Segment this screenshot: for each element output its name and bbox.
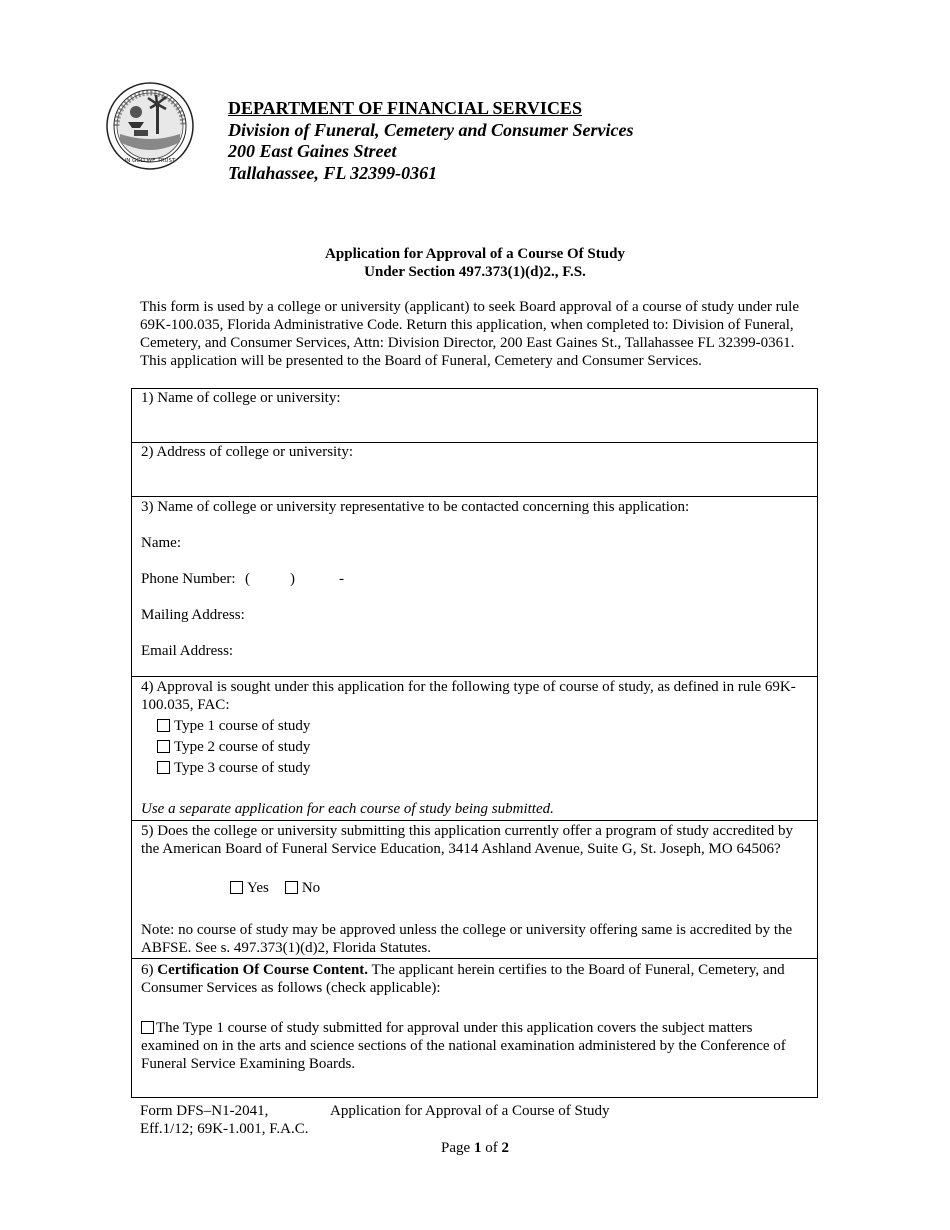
phone-close-paren: ) bbox=[290, 571, 295, 587]
q4-note: Use a separate application for each course of study being submitted. bbox=[141, 801, 554, 817]
q4-section bbox=[131, 676, 818, 820]
intro-paragraph: This form is used by a college or university (applicant) to seek Board approval of a course of study under rule 69K-100.035, Florida Administrative Code. Return this application, when completed to: Division of Funeral, Cemetery, and Consumer Services, Attn: Division Director, 200 East Gaines St., Tallahassee FL 32399-0361. This application will be presented to the Board of Funeral, Cemetery and Consumer Services. bbox=[140, 299, 799, 369]
rep-email-label: Email Address: bbox=[141, 643, 234, 659]
form-title-line2: Under Section 497.373(1)(d)2., F.S. bbox=[364, 263, 586, 280]
college-name-field[interactable] bbox=[141, 409, 811, 439]
type2-checkbox[interactable] bbox=[157, 740, 170, 753]
q2-section bbox=[131, 442, 818, 496]
q5-section bbox=[131, 820, 818, 958]
rep-mailing-field[interactable] bbox=[141, 606, 811, 624]
type1-label: Type 1 course of study bbox=[174, 718, 311, 734]
svg-text:IN GOD WE TRUST: IN GOD WE TRUST bbox=[124, 158, 176, 164]
page-word: Page bbox=[441, 1140, 471, 1156]
footer-title: Application for Approval of a Course of Study bbox=[330, 1103, 610, 1119]
q3-label: 3) Name of college or university representative to be contacted concerning this application: bbox=[141, 499, 690, 515]
form-title bbox=[0, 246, 950, 281]
form-number: Form DFS–N1-2041, bbox=[140, 1103, 269, 1119]
no-label: No bbox=[301, 880, 321, 896]
form-title-line1: Application for Approval of a Course Of Study bbox=[325, 246, 625, 262]
rep-phone-label: Phone Number: bbox=[141, 571, 236, 587]
q6-item1-text: The Type 1 course of study submitted for approval under this application covers the subject matters examined on in the arts and science sections of the national examination administered by the Conference of Funeral Service Examining Boards. bbox=[141, 1020, 786, 1072]
type3-checkbox[interactable] bbox=[157, 761, 170, 774]
rep-name-label: Name: bbox=[141, 535, 181, 551]
rep-email-field[interactable] bbox=[141, 642, 811, 660]
no-checkbox[interactable] bbox=[285, 881, 298, 894]
type1-checkbox[interactable] bbox=[157, 719, 170, 732]
of-word: of bbox=[485, 1140, 498, 1156]
q4-label: 4) Approval is sought under this application for the following type of course of study, as defined in rule 69K-100.035, FAC: bbox=[141, 679, 796, 713]
type2-option[interactable] bbox=[157, 738, 827, 756]
q6-item1 bbox=[141, 1019, 811, 1073]
type3-option[interactable] bbox=[157, 759, 827, 777]
q2-label: 2) Address of college or university: bbox=[141, 444, 354, 460]
agency-header bbox=[228, 98, 634, 184]
yes-label: Yes bbox=[247, 880, 269, 896]
page-number bbox=[0, 1139, 950, 1157]
state-seal bbox=[106, 82, 194, 170]
q1-section bbox=[131, 388, 818, 442]
q5-label: 5) Does the college or university submitting this application currently offer a program of study accredited by the American Board of Funeral Service Education, 3414 Ashland Avenue, Suite G, St. Joseph, MO 64506? bbox=[141, 823, 794, 857]
phone-open-paren: ( bbox=[245, 571, 250, 587]
q6-label-block bbox=[141, 961, 811, 997]
type1-certify-checkbox[interactable] bbox=[141, 1021, 154, 1034]
agency-street: 200 East Gaines Street bbox=[228, 141, 397, 161]
division-name: Division of Funeral, Cemetery and Consumer Services bbox=[228, 119, 634, 140]
q6-section bbox=[131, 958, 818, 1098]
type1-option[interactable] bbox=[157, 717, 827, 735]
form-footer bbox=[140, 1102, 309, 1138]
page-current: 1 bbox=[473, 1140, 482, 1156]
rep-mailing-label: Mailing Address: bbox=[141, 607, 245, 623]
q1-label: 1) Name of college or university: bbox=[141, 390, 341, 406]
seal-icon bbox=[106, 82, 194, 170]
rep-phone-field[interactable] bbox=[141, 570, 811, 588]
type3-label: Type 3 course of study bbox=[174, 760, 311, 776]
q6-label: The applicant herein certifies to the Board of Funeral, Cemetery, and Consumer Services as follows (check applicable): bbox=[141, 962, 785, 996]
accreditation-choice bbox=[230, 879, 430, 897]
q6-heading: Certification Of Course Content. bbox=[157, 962, 369, 978]
q6-number: 6) bbox=[141, 962, 154, 978]
department-name: DEPARTMENT OF FINANCIAL SERVICES bbox=[228, 98, 582, 118]
form-effective: Eff.1/12; 69K-1.001, F.A.C. bbox=[140, 1121, 309, 1137]
rep-name-field[interactable] bbox=[141, 534, 811, 552]
agency-city: Tallahassee, FL 32399-0361 bbox=[228, 162, 438, 183]
page-total: 2 bbox=[501, 1140, 509, 1156]
yes-checkbox[interactable] bbox=[230, 881, 243, 894]
college-address-field[interactable] bbox=[141, 463, 811, 493]
q3-section bbox=[131, 496, 818, 676]
type2-label: Type 2 course of study bbox=[174, 739, 311, 755]
phone-dash: - bbox=[339, 571, 344, 587]
q5-note: Note: no course of study may be approved unless the college or university offering same is accredited by the ABFSE. See s. 497.373(1)(d)2, Florida Statutes. bbox=[141, 922, 793, 956]
